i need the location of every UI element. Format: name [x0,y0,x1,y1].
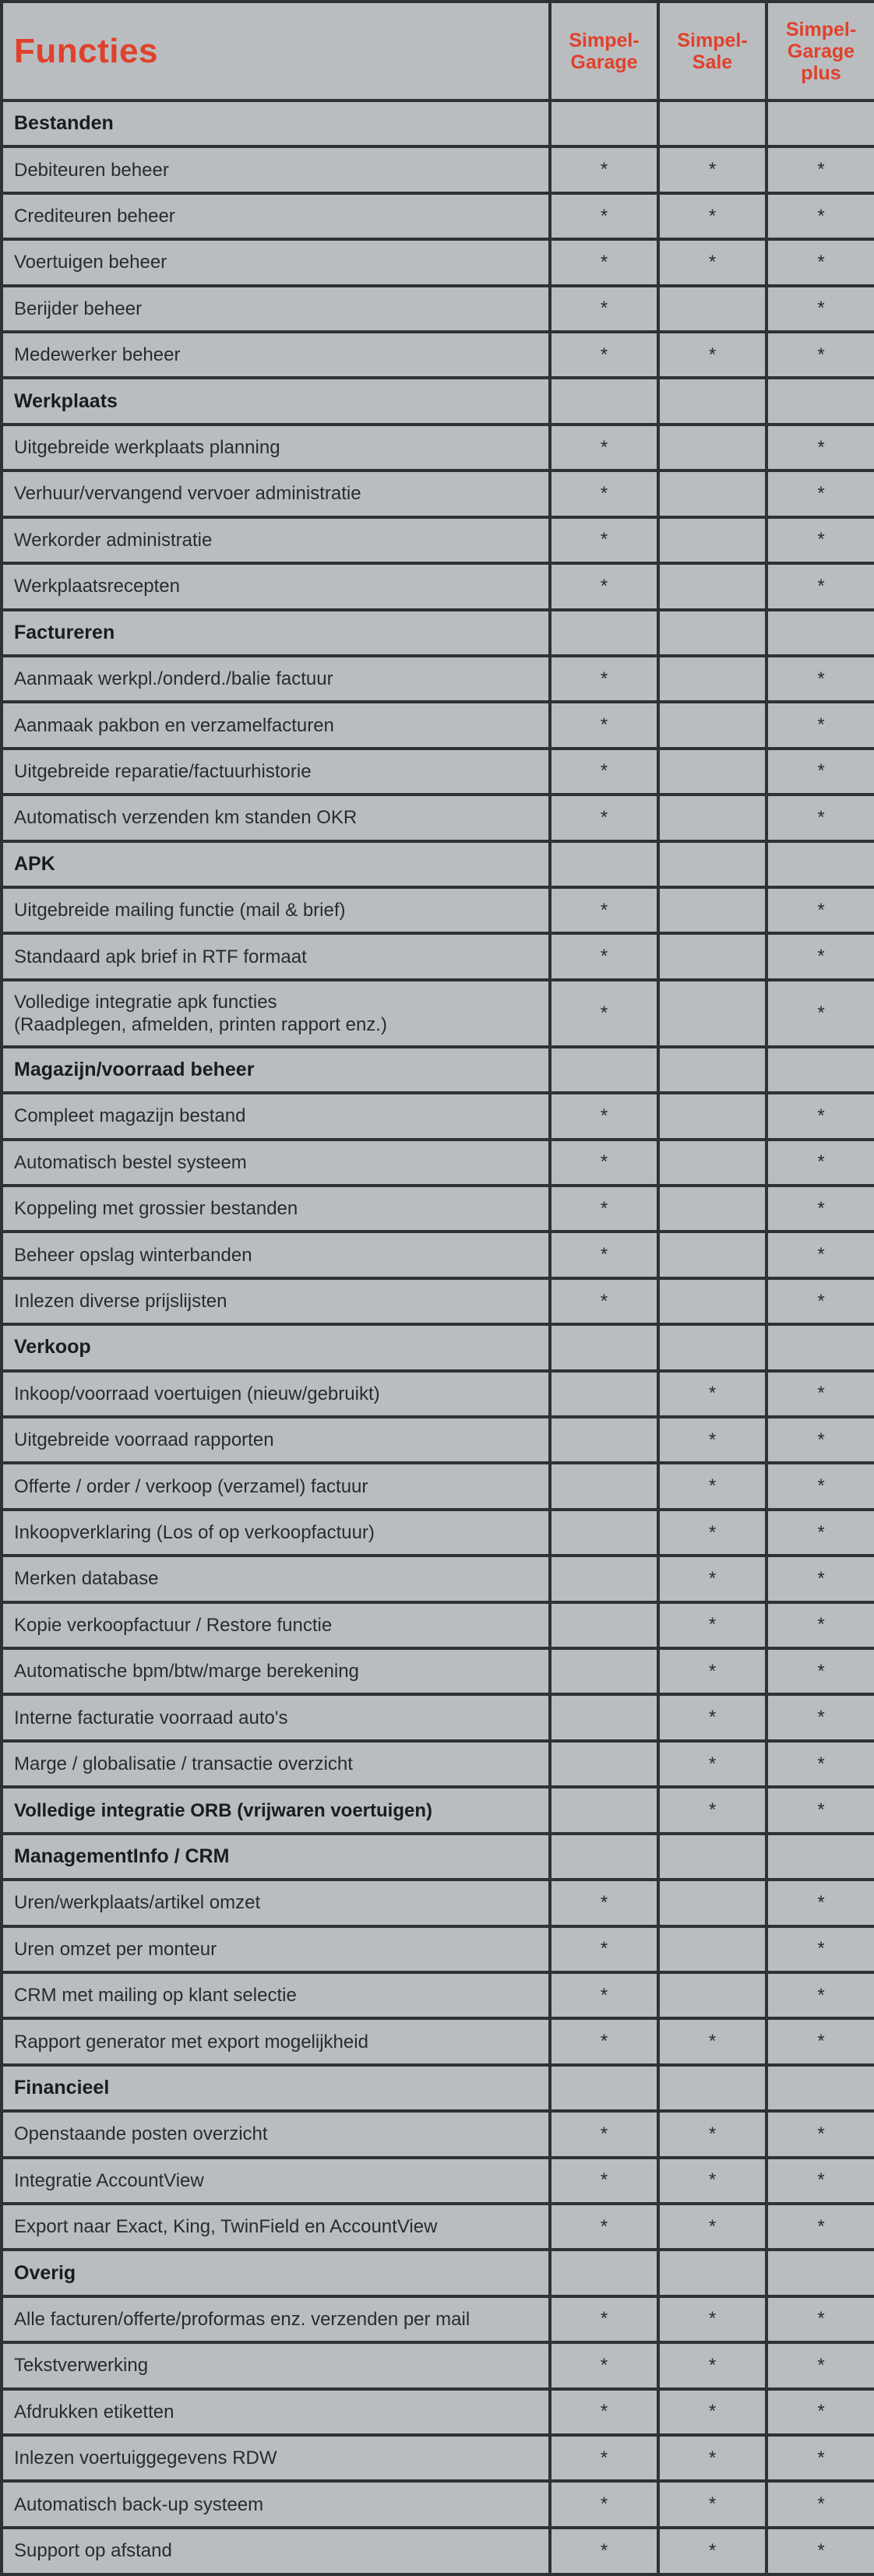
mark-simpel-sale [658,749,767,795]
mark-simpel-garage-plus: * [767,1602,874,1648]
mark-simpel-garage: * [550,702,658,748]
mark-simpel-garage: * [550,1093,658,1139]
mark-simpel-garage: * [550,2204,658,2250]
mark-simpel-sale: * [658,1556,767,1602]
feature-label: Compleet magazijn bestand [2,1093,550,1139]
mark-simpel-garage: * [550,146,658,192]
section-row [2,1047,874,1093]
feature-row [2,239,874,285]
feature-row [2,1648,874,1694]
feature-label: CRM met mailing op klant selectie [2,1972,550,2018]
mark-simpel-sale [658,1232,767,1277]
section-empty-cell [658,610,767,656]
feature-row [2,425,874,470]
mark-simpel-sale: * [658,2528,767,2574]
mark-simpel-garage: * [550,2528,658,2574]
feature-row [2,1371,874,1417]
section-empty-cell [658,1324,767,1370]
mark-simpel-garage-plus: * [767,239,874,285]
section-empty-cell [658,100,767,146]
mark-simpel-sale [658,702,767,748]
mark-simpel-garage-plus: * [767,749,874,795]
section-title: Werkplaats [2,378,550,424]
mark-simpel-garage: * [550,425,658,470]
section-row [2,610,874,656]
mark-simpel-garage: * [550,563,658,609]
mark-simpel-garage-plus: * [767,933,874,979]
mark-simpel-sale: * [658,1694,767,1740]
feature-label: Rapport generator met export mogelijkheid [2,2018,550,2064]
mark-simpel-garage-plus: * [767,2018,874,2064]
section-row [2,1324,874,1370]
feature-row [2,2389,874,2435]
mark-simpel-garage-plus: * [767,1787,874,1833]
mark-simpel-garage [550,1463,658,1509]
feature-row [2,2342,874,2388]
mark-simpel-sale [658,1972,767,2018]
feature-label: Standaard apk brief in RTF formaat [2,933,550,979]
feature-row [2,702,874,748]
mark-simpel-garage-plus: * [767,1278,874,1324]
mark-simpel-sale [658,425,767,470]
mark-simpel-garage: * [550,1232,658,1277]
section-empty-cell [767,2250,874,2296]
feature-label: Alle facturen/offerte/proformas enz. verzenden per mail [2,2296,550,2342]
feature-label: Support op afstand [2,2528,550,2574]
feature-row [2,1140,874,1186]
section-title: Bestanden [2,100,550,146]
feature-label: Inlezen diverse prijslijsten [2,1278,550,1324]
feature-row [2,2435,874,2481]
section-empty-cell [550,2250,658,2296]
mark-simpel-garage-plus: * [767,563,874,609]
mark-simpel-sale: * [658,193,767,239]
feature-row [2,1463,874,1509]
mark-simpel-garage-plus: * [767,795,874,840]
mark-simpel-garage [550,1602,658,1648]
mark-simpel-sale [658,470,767,516]
feature-label: Beheer opslag winterbanden [2,1232,550,1277]
feature-label: Offerte / order / verkoop (verzamel) factuur [2,1463,550,1509]
feature-label: Integratie AccountView [2,2158,550,2204]
feature-row [2,749,874,795]
mark-simpel-garage [550,1694,658,1740]
feature-row [2,1510,874,1556]
mark-simpel-garage [550,1741,658,1787]
mark-simpel-garage-plus: * [767,1093,874,1139]
mark-simpel-garage-plus: * [767,1371,874,1417]
feature-row [2,1556,874,1602]
mark-simpel-sale: * [658,2158,767,2204]
mark-simpel-sale: * [658,2435,767,2481]
mark-simpel-garage [550,1417,658,1463]
feature-label: Volledige integratie ORB (vrijwaren voertuigen) [2,1787,550,1833]
mark-simpel-garage: * [550,933,658,979]
feature-label: Inkoop/voorraad voertuigen (nieuw/gebruikt) [2,1371,550,1417]
feature-label: Openstaande posten overzicht [2,2111,550,2157]
feature-row [2,887,874,933]
mark-simpel-garage: * [550,1140,658,1186]
mark-simpel-garage: * [550,517,658,563]
section-row [2,2250,874,2296]
feature-row [2,1926,874,1972]
mark-simpel-garage: * [550,2296,658,2342]
feature-label: Automatisch back-up systeem [2,2481,550,2527]
section-empty-cell [550,378,658,424]
mark-simpel-garage-plus: * [767,1648,874,1694]
mark-simpel-sale [658,1093,767,1139]
feature-row [2,1694,874,1740]
mark-simpel-sale [658,1140,767,1186]
feature-label: Aanmaak pakbon en verzamelfacturen [2,702,550,748]
feature-row [2,1417,874,1463]
mark-simpel-garage-plus: * [767,1556,874,1602]
feature-row [2,1278,874,1324]
mark-simpel-garage-plus: * [767,1417,874,1463]
feature-label: Uitgebreide reparatie/factuurhistorie [2,749,550,795]
section-empty-cell [658,1834,767,1880]
mark-simpel-sale: * [658,2018,767,2064]
mark-simpel-garage: * [550,2481,658,2527]
feature-row [2,933,874,979]
feature-label: Automatisch bestel systeem [2,1140,550,1186]
mark-simpel-garage-plus: * [767,1232,874,1277]
mark-simpel-garage-plus: * [767,517,874,563]
feature-row [2,1787,874,1833]
feature-row [2,1741,874,1787]
mark-simpel-garage-plus: * [767,146,874,192]
feature-label: Interne facturatie voorraad auto's [2,1694,550,1740]
section-row [2,378,874,424]
product-header-simpel-sale: Simpel- Sale [658,2,767,100]
mark-simpel-garage: * [550,332,658,378]
mark-simpel-garage: * [550,2158,658,2204]
feature-label: Volledige integratie apk functies (Raadplegen, afmelden, printen rapport enz.) [2,980,550,1047]
mark-simpel-sale: * [658,2111,767,2157]
feature-row [2,470,874,516]
section-empty-cell [550,1834,658,1880]
mark-simpel-garage: * [550,1880,658,1926]
feature-row [2,1093,874,1139]
section-title: Factureren [2,610,550,656]
feature-label: Automatisch verzenden km standen OKR [2,795,550,840]
section-empty-cell [767,1047,874,1093]
feature-row [2,286,874,332]
feature-row [2,1232,874,1277]
mark-simpel-garage: * [550,1926,658,1972]
mark-simpel-garage-plus: * [767,2389,874,2435]
feature-label: Uren omzet per monteur [2,1926,550,1972]
section-title: Financieel [2,2065,550,2111]
feature-row [2,2204,874,2250]
mark-simpel-sale: * [658,2204,767,2250]
feature-row [2,332,874,378]
mark-simpel-garage: * [550,1186,658,1232]
mark-simpel-sale [658,563,767,609]
mark-simpel-garage-plus: * [767,2296,874,2342]
section-row [2,1834,874,1880]
mark-simpel-garage-plus: * [767,286,874,332]
feature-row [2,1186,874,1232]
mark-simpel-garage-plus: * [767,2158,874,2204]
mark-simpel-garage: * [550,239,658,285]
mark-simpel-garage [550,1556,658,1602]
section-empty-cell [550,100,658,146]
feature-row [2,2481,874,2527]
mark-simpel-garage: * [550,1278,658,1324]
section-empty-cell [658,2065,767,2111]
mark-simpel-sale: * [658,2389,767,2435]
mark-simpel-sale: * [658,1417,767,1463]
feature-row [2,1602,874,1648]
mark-simpel-garage: * [550,193,658,239]
mark-simpel-garage: * [550,749,658,795]
mark-simpel-sale [658,517,767,563]
feature-row [2,2018,874,2064]
mark-simpel-sale [658,795,767,840]
feature-label: Automatische bpm/btw/marge berekening [2,1648,550,1694]
section-empty-cell [658,841,767,887]
mark-simpel-garage: * [550,795,658,840]
mark-simpel-sale: * [658,1510,767,1556]
mark-simpel-garage-plus: * [767,887,874,933]
section-title: Overig [2,2250,550,2296]
mark-simpel-sale: * [658,332,767,378]
mark-simpel-garage [550,1371,658,1417]
section-empty-cell [767,1834,874,1880]
mark-simpel-garage-plus: * [767,656,874,702]
feature-label: Inkoopverklaring (Los of op verkoopfactuur) [2,1510,550,1556]
mark-simpel-garage-plus: * [767,1926,874,1972]
mark-simpel-sale [658,1186,767,1232]
mark-simpel-sale: * [658,2481,767,2527]
mark-simpel-garage: * [550,286,658,332]
feature-row [2,1880,874,1926]
mark-simpel-garage [550,1510,658,1556]
mark-simpel-sale [658,933,767,979]
mark-simpel-garage-plus: * [767,1140,874,1186]
mark-simpel-sale [658,980,767,1047]
feature-row [2,2111,874,2157]
mark-simpel-sale: * [658,2342,767,2388]
section-empty-cell [767,1324,874,1370]
feature-row [2,563,874,609]
section-row [2,100,874,146]
feature-label: Uren/werkplaats/artikel omzet [2,1880,550,1926]
feature-row [2,517,874,563]
header-row [2,2,874,100]
mark-simpel-garage: * [550,887,658,933]
section-empty-cell [767,378,874,424]
section-title: Magazijn/voorraad beheer [2,1047,550,1093]
mark-simpel-sale [658,286,767,332]
mark-simpel-garage: * [550,2018,658,2064]
section-empty-cell [658,1047,767,1093]
mark-simpel-sale: * [658,1463,767,1509]
feature-row [2,146,874,192]
feature-label: Kopie verkoopfactuur / Restore functie [2,1602,550,1648]
mark-simpel-garage-plus: * [767,2528,874,2574]
feature-label: Merken database [2,1556,550,1602]
section-empty-cell [767,841,874,887]
feature-label: Marge / globalisatie / transactie overzicht [2,1741,550,1787]
mark-simpel-garage-plus: * [767,2435,874,2481]
mark-simpel-sale: * [658,1741,767,1787]
mark-simpel-garage: * [550,1972,658,2018]
feature-row [2,193,874,239]
mark-simpel-garage-plus: * [767,1880,874,1926]
mark-simpel-sale: * [658,1371,767,1417]
section-empty-cell [658,2250,767,2296]
section-empty-cell [658,378,767,424]
mark-simpel-sale: * [658,2296,767,2342]
mark-simpel-garage: * [550,2111,658,2157]
mark-simpel-garage-plus: * [767,332,874,378]
mark-simpel-sale: * [658,1602,767,1648]
page-title: Functies [2,2,550,100]
mark-simpel-garage: * [550,656,658,702]
mark-simpel-garage-plus: * [767,193,874,239]
mark-simpel-garage-plus: * [767,2111,874,2157]
feature-label: Medewerker beheer [2,332,550,378]
feature-label: Uitgebreide mailing functie (mail & brief) [2,887,550,933]
section-title: ManagementInfo / CRM [2,1834,550,1880]
mark-simpel-garage-plus: * [767,1186,874,1232]
feature-row [2,2296,874,2342]
feature-row [2,795,874,840]
feature-label: Verhuur/vervangend vervoer administratie [2,470,550,516]
section-empty-cell [550,2065,658,2111]
feature-row [2,2158,874,2204]
mark-simpel-garage-plus: * [767,425,874,470]
section-empty-cell [550,1324,658,1370]
mark-simpel-garage: * [550,980,658,1047]
section-title: APK [2,841,550,887]
feature-label: Uitgebreide voorraad rapporten [2,1417,550,1463]
feature-label: Koppeling met grossier bestanden [2,1186,550,1232]
mark-simpel-sale [658,656,767,702]
feature-label: Crediteuren beheer [2,193,550,239]
mark-simpel-garage: * [550,2342,658,2388]
section-title: Verkoop [2,1324,550,1370]
feature-label: Debiteuren beheer [2,146,550,192]
mark-simpel-garage-plus: * [767,1741,874,1787]
mark-simpel-garage-plus: * [767,2204,874,2250]
mark-simpel-garage-plus: * [767,702,874,748]
feature-label: Afdrukken etiketten [2,2389,550,2435]
mark-simpel-sale: * [658,239,767,285]
mark-simpel-garage-plus: * [767,1510,874,1556]
mark-simpel-garage-plus: * [767,1972,874,2018]
section-empty-cell [767,100,874,146]
mark-simpel-sale [658,887,767,933]
section-row [2,2065,874,2111]
feature-label: Inlezen voertuiggegevens RDW [2,2435,550,2481]
section-empty-cell [767,2065,874,2111]
section-empty-cell [550,610,658,656]
section-empty-cell [550,841,658,887]
mark-simpel-garage-plus: * [767,2481,874,2527]
mark-simpel-garage-plus: * [767,1463,874,1509]
mark-simpel-garage-plus: * [767,2342,874,2388]
product-header-simpel-garage: Simpel- Garage [550,2,658,100]
mark-simpel-sale [658,1880,767,1926]
mark-simpel-garage: * [550,2389,658,2435]
mark-simpel-sale [658,1926,767,1972]
section-row [2,841,874,887]
mark-simpel-garage: * [550,470,658,516]
mark-simpel-garage-plus: * [767,980,874,1047]
mark-simpel-garage: * [550,2435,658,2481]
feature-label: Voertuigen beheer [2,239,550,285]
feature-row [2,1972,874,2018]
feature-label: Aanmaak werkpl./onderd./balie factuur [2,656,550,702]
section-empty-cell [550,1047,658,1093]
feature-label: Werkplaatsrecepten [2,563,550,609]
feature-table-body [2,2,874,2574]
feature-row [2,656,874,702]
feature-label: Tekstverwerking [2,2342,550,2388]
section-empty-cell [767,610,874,656]
feature-row [2,980,874,1047]
mark-simpel-sale: * [658,1787,767,1833]
feature-label: Uitgebreide werkplaats planning [2,425,550,470]
feature-label: Export naar Exact, King, TwinField en AccountView [2,2204,550,2250]
feature-row [2,2528,874,2574]
mark-simpel-garage [550,1787,658,1833]
mark-simpel-sale: * [658,1648,767,1694]
feature-label: Werkorder administratie [2,517,550,563]
feature-label: Berijder beheer [2,286,550,332]
mark-simpel-sale [658,1278,767,1324]
product-header-simpel-garage-plus: Simpel- Garage plus [767,2,874,100]
mark-simpel-sale: * [658,146,767,192]
mark-simpel-garage-plus: * [767,1694,874,1740]
mark-simpel-garage-plus: * [767,470,874,516]
mark-simpel-garage [550,1648,658,1694]
